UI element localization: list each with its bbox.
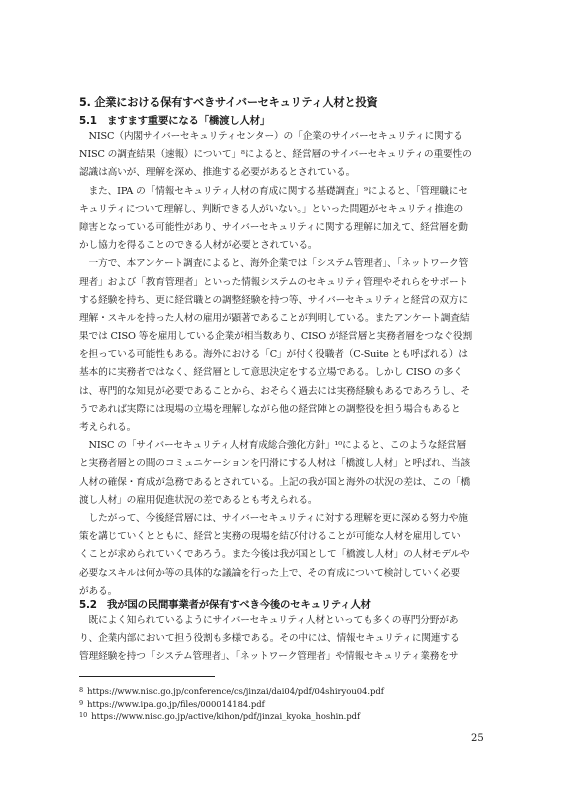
body-line: する経験を持ち、更に経営職との調整経験を持つ等、サイバーセキュリティと経営の双方に bbox=[79, 294, 468, 306]
body-line: 認識は高いが、理解を深め、推進する必要があるとされている。 bbox=[79, 167, 356, 179]
body-line: キュリティについて理解し、判断できる人がいない。」といった問題がセキュリティ推進の bbox=[79, 203, 464, 215]
subsection-5-1-body bbox=[79, 128, 487, 601]
body-line: 果では CISO 等を雇用している企業が相当数あり、CISO が経営層と実務者層をつなぐ役割 bbox=[79, 331, 473, 343]
subsection-5-2-body bbox=[79, 612, 487, 667]
body-line: は、専門的な知見が必要であることから、おそらく過去には実務経験もあるであろうし、そ bbox=[79, 385, 470, 397]
body-line: NISC の調査結果（速報）について」⁸によると、経営層のサイバーセキュリティの重要性の bbox=[79, 149, 472, 161]
body-line: また、IPA の「情報セキュリティ人材の育成に関する基礎調査」⁹によると、「管理職にセ bbox=[79, 185, 468, 197]
body-line: 障害となっている可能性があり、サイバーセキュリティに関する理解に加えて、経営層を動 bbox=[79, 221, 468, 233]
body-line: 人材の確保・育成が急務であるとされている。上記の我が国と海外の状況の差は、この「橋 bbox=[79, 476, 471, 488]
subsection-heading-5-2: 5.2 我が国の民間事業者が保有すべき今後のセキュリティ人材 bbox=[79, 599, 371, 611]
footnotes bbox=[79, 684, 499, 722]
body-line: 理解・スキルを持った人材の雇用が顕著であることが判明している。またアンケート調査結 bbox=[79, 312, 470, 324]
subsection-heading-5-1: 5.1 ますます重要になる「橋渡し人材」 bbox=[79, 115, 271, 127]
body-line: と実務者層との間のコミュニケーションを円滑にする人材は「橋渡し人材」と呼ばれ、当該 bbox=[79, 458, 471, 470]
body-line: を担っている可能性もある。海外における「C」が付く役職者（C-Suite とも呼ばれる）は bbox=[79, 349, 468, 361]
footnote-url[interactable]: https://www.ipa.go.jp/files/000014184.pdf bbox=[87, 698, 265, 709]
body-line: 必要なスキルは何か等の具体的な議論を行った上で、その育成について検討していく必要 bbox=[79, 567, 461, 579]
footnote-url[interactable]: https://www.nisc.go.jp/active/kihon/pdf/jinzai_kyoka_hoshin.pdf bbox=[91, 711, 361, 721]
footnote-url[interactable]: https://www.nisc.go.jp/conference/cs/jinzai/dai04/pdf/04shiryou04.pdf bbox=[87, 686, 384, 696]
body-line: 基本的に実務者ではなく、経営層として意思決定をする立場である。しかし CISO の多く bbox=[79, 367, 463, 379]
footnote-9 bbox=[79, 697, 499, 710]
body-line: うであれば実際には現場の立場を理解しながら他の経営陣との調整役を担う場合もあると bbox=[79, 403, 461, 415]
body-line: 既によく知られているようにサイバーセキュリティ人材といっても多くの専門分野があ bbox=[79, 615, 459, 626]
body-line: り、企業内部において担う役割も多様である。その中には、情報セキュリティに関連する bbox=[79, 633, 460, 645]
body-line: NISC（内閣サイバーセキュリティセンター）の「企業のサイバーセキュリティに関する bbox=[79, 131, 463, 142]
body-line: 渡し人材」の雇用促進状況の差であるとも考えられる。 bbox=[79, 494, 318, 506]
body-line: 考えられる。 bbox=[79, 422, 137, 433]
footnote-number: 9 bbox=[79, 698, 84, 707]
body-line: 理者」および「教育管理者」といった情報システムのセキュリティ管理やそれらをサポート bbox=[79, 276, 469, 288]
page-number: 25 bbox=[471, 733, 484, 744]
body-line: したがって、今後経営層には、サイバーセキュリティに対する理解を更に深める努力や施 bbox=[79, 512, 468, 524]
body-line: かし協力を得ることのできる人材が必要とされている。 bbox=[79, 240, 318, 252]
footnote-8 bbox=[79, 684, 499, 697]
footnote-number: 8 bbox=[79, 686, 84, 694]
footnote-10 bbox=[79, 709, 499, 722]
body-line: 策を講じていくとともに、経営と実務の現場を結び付けることが可能な人材を雇用してい bbox=[79, 531, 461, 543]
footnote-number: 10 bbox=[79, 711, 88, 719]
body-line: 一方で、本アンケート調査によると、海外企業では「システム管理者」、「ネットワーク管 bbox=[79, 258, 469, 270]
footnote-divider bbox=[79, 676, 215, 677]
body-line: 管理経験を持つ「システム管理者」、「ネットワーク管理者」や情報セキュリティ業務をサ bbox=[79, 651, 459, 663]
body-line: くことが求められていくであろう。また今後は我が国として「橋渡し人材」の人材モデルや bbox=[79, 549, 470, 561]
section-heading: 5. 企業における保有すべきサイバーセキュリティ人材と投資 bbox=[79, 96, 378, 109]
body-line: がある。 bbox=[79, 585, 118, 597]
body-line: NISC の「サイバーセキュリティ人材育成総合強化方針」¹⁰によると、このような経営層 bbox=[79, 440, 466, 452]
